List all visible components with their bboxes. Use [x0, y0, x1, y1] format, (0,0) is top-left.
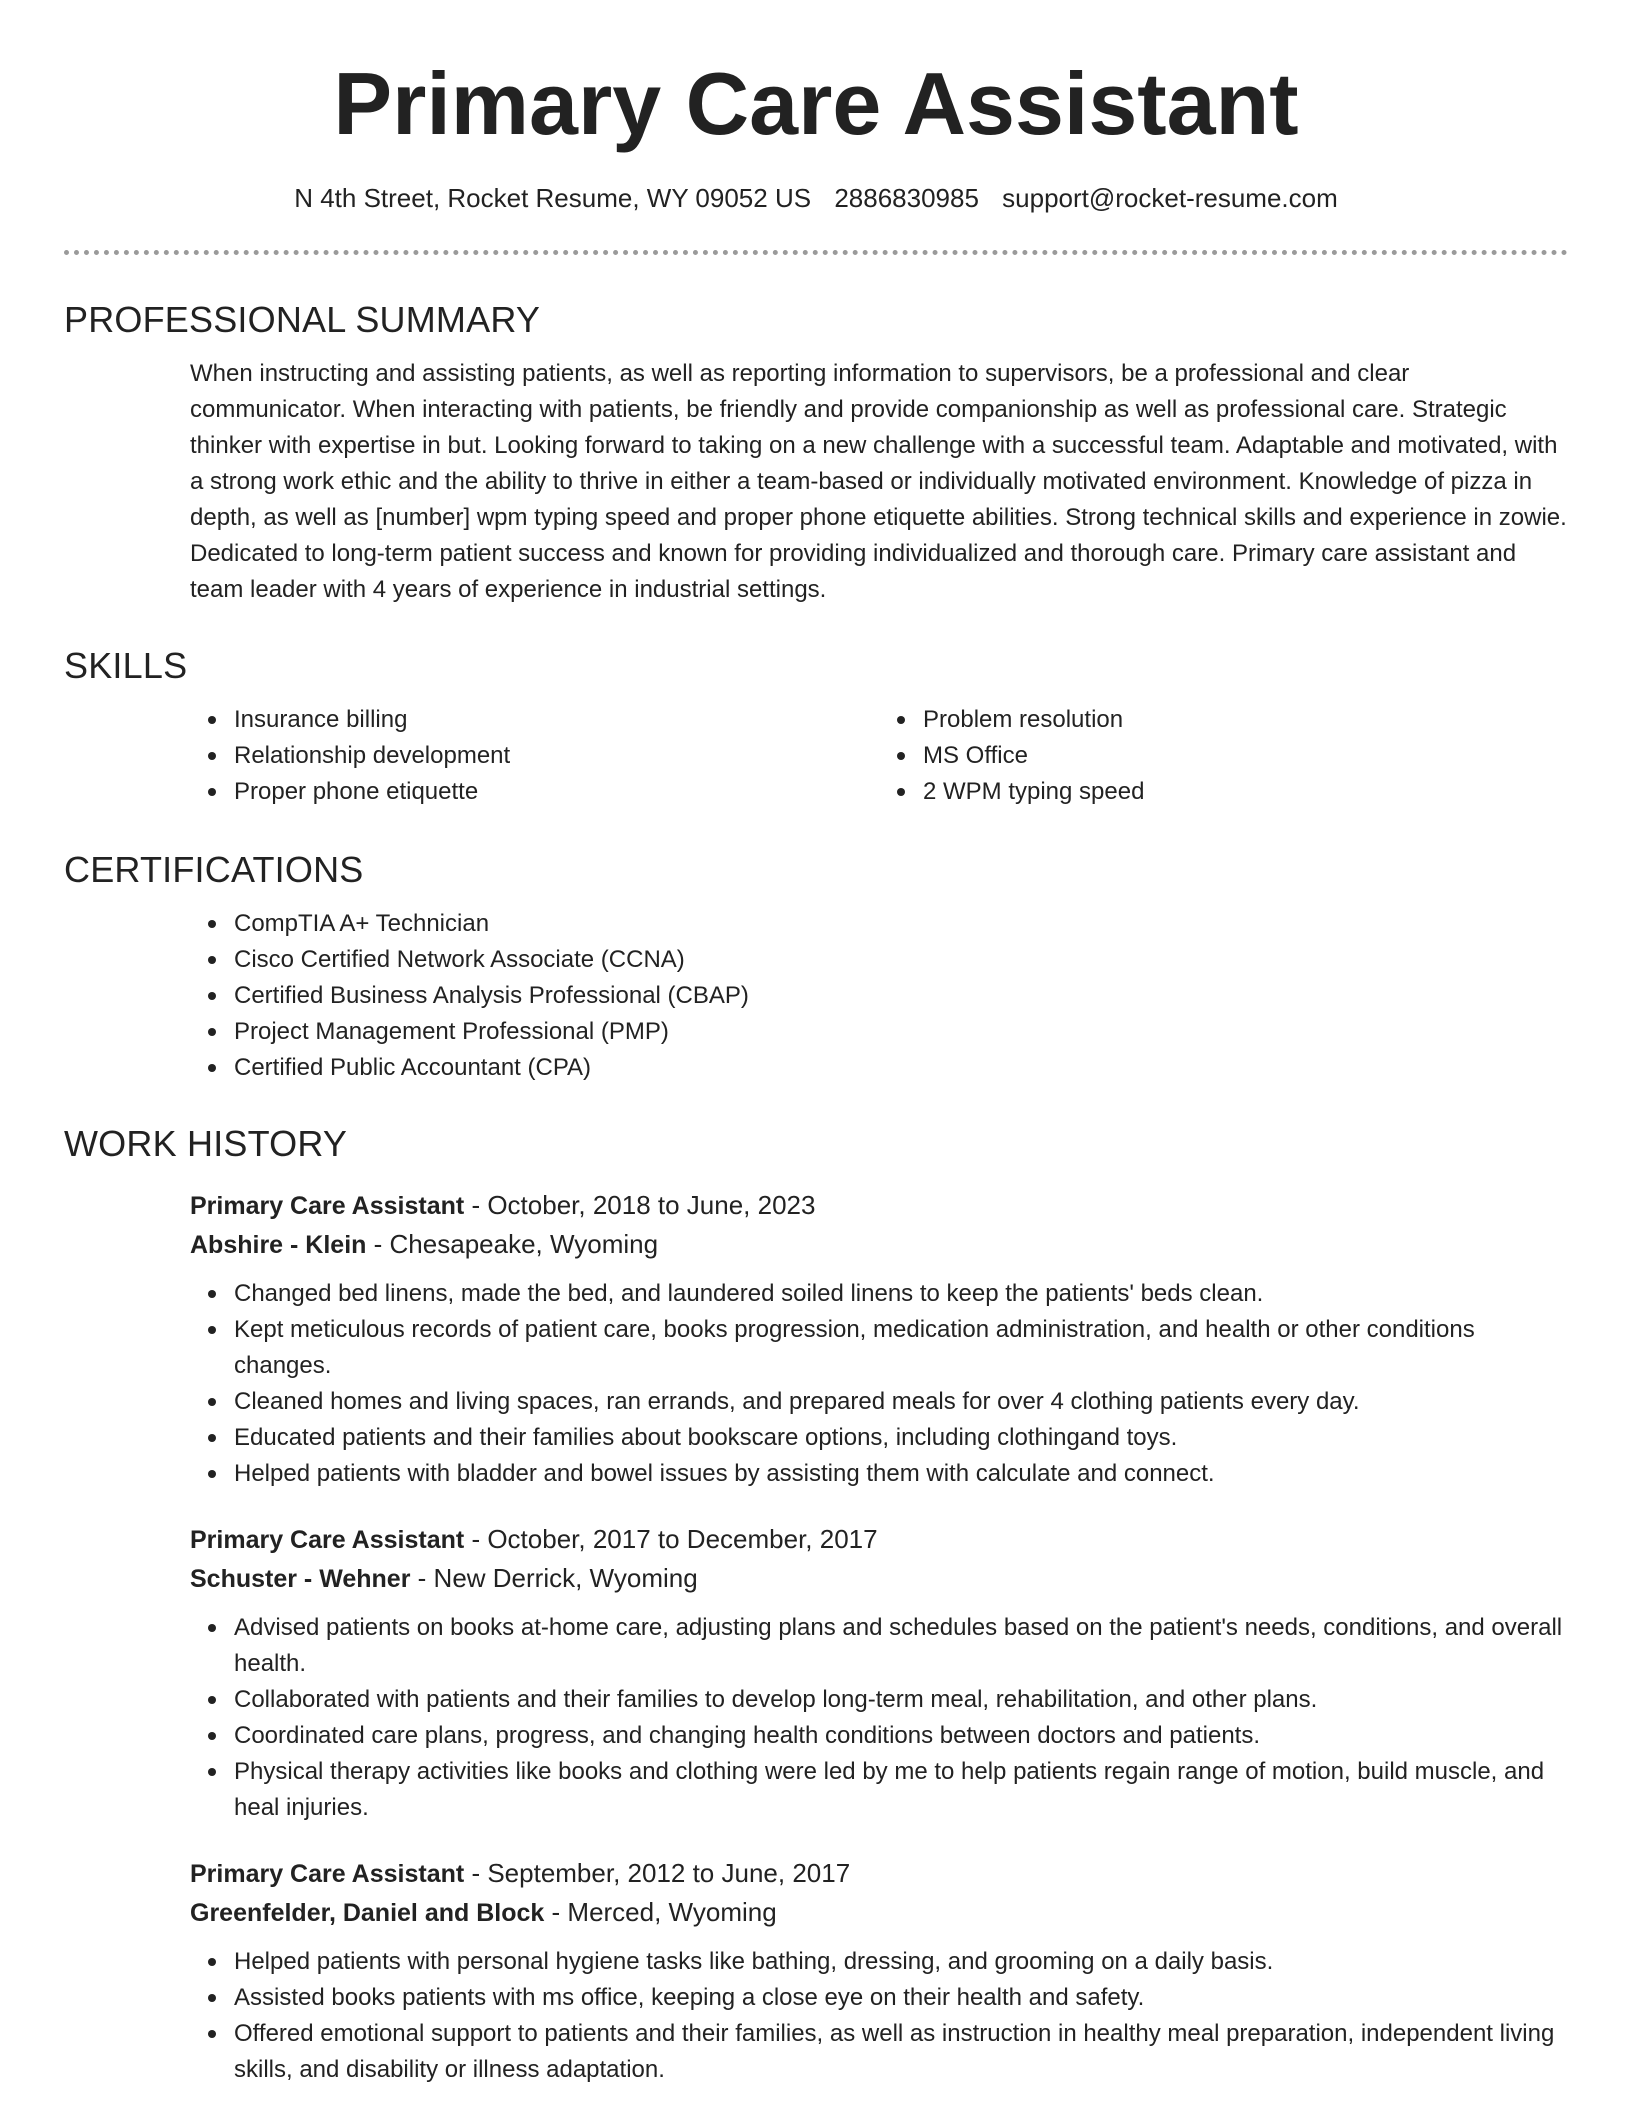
- job-company-line: [190, 1893, 1568, 1932]
- certification-item: CompTIA A+ Technician: [234, 906, 1568, 942]
- certifications-section: [64, 848, 1568, 1086]
- header-divider: [64, 250, 1568, 255]
- skill-item: Problem resolution: [923, 702, 1568, 738]
- job-role: Primary Care Assistant: [190, 1526, 465, 1554]
- certifications-heading: CERTIFICATIONS: [64, 849, 364, 890]
- job-duty: Kept meticulous records of patient care, books progression, medication administration, and health or other conditions changes.: [234, 1312, 1568, 1384]
- separator: -: [464, 1524, 488, 1554]
- certification-item: Cisco Certified Network Associate (CCNA): [234, 942, 1568, 978]
- job-entry: [190, 1520, 1568, 1826]
- certification-item: Certified Business Analysis Professional (CBAP): [234, 978, 1568, 1014]
- skills-heading: SKILLS: [64, 645, 188, 686]
- separator: -: [410, 1563, 434, 1593]
- job-company-line: [190, 1225, 1568, 1264]
- job-duties-list: [190, 1276, 1568, 1492]
- job-location: Merced, Wyoming: [567, 1897, 777, 1927]
- contact-line: [0, 180, 1632, 216]
- job-location: Chesapeake, Wyoming: [389, 1229, 659, 1259]
- job-dates: September, 2012 to June, 2017: [487, 1858, 851, 1888]
- skills-list-right: [879, 702, 1568, 810]
- certification-item: Certified Public Accountant (CPA): [234, 1050, 1568, 1086]
- job-duty: Advised patients on books at-home care, adjusting plans and schedules based on the patient's needs, conditions, and overall health.: [234, 1610, 1568, 1682]
- skill-item: Insurance billing: [234, 702, 879, 738]
- job-company-line: [190, 1559, 1568, 1598]
- skills-grid: [190, 702, 1568, 810]
- skill-item: 2 WPM typing speed: [923, 774, 1568, 810]
- summary-section: [64, 298, 1568, 608]
- contact-email: support@rocket-resume.com: [1002, 183, 1338, 213]
- skill-item: Proper phone etiquette: [234, 774, 879, 810]
- job-duty: Offered emotional support to patients and their families, as well as instruction in healthy meal preparation, independent living skills, and disability or illness adaptation.: [234, 2016, 1568, 2088]
- job-duty: Coordinated care plans, progress, and changing health conditions between doctors and patients.: [234, 1718, 1568, 1754]
- job-duty: Physical therapy activities like books and clothing were led by me to help patients regain range of motion, build muscle, and heal injuries.: [234, 1754, 1568, 1826]
- job-duty: Educated patients and their families about bookscare options, including clothingand toys.: [234, 1420, 1568, 1456]
- skill-item: Relationship development: [234, 738, 879, 774]
- job-role: Primary Care Assistant: [190, 1192, 465, 1220]
- work-history-heading: WORK HISTORY: [64, 1123, 348, 1164]
- contact-address: N 4th Street, Rocket Resume, WY 09052 US: [294, 183, 812, 213]
- job-duty: Helped patients with bladder and bowel issues by assisting them with calculate and connect.: [234, 1456, 1568, 1492]
- job-dates: October, 2017 to December, 2017: [487, 1524, 878, 1554]
- job-duty: Helped patients with personal hygiene tasks like bathing, dressing, and grooming on a daily basis.: [234, 1944, 1568, 1980]
- separator: -: [464, 1190, 488, 1220]
- job-company: Schuster - Wehner: [190, 1565, 411, 1593]
- job-entry: [190, 1186, 1568, 1492]
- skills-section: [64, 644, 1568, 810]
- job-title-line: [190, 1854, 1568, 1893]
- separator: -: [544, 1897, 568, 1927]
- certifications-list: [190, 906, 1568, 1086]
- skills-list-left: [190, 702, 879, 810]
- job-duty: Collaborated with patients and their families to develop long-term meal, rehabilitation, and other plans.: [234, 1682, 1568, 1718]
- job-duties-list: [190, 1944, 1568, 2088]
- job-duties-list: [190, 1610, 1568, 1826]
- job-duty: Assisted books patients with ms office, keeping a close eye on their health and safety.: [234, 1980, 1568, 2016]
- job-duty: Changed bed linens, made the bed, and laundered soiled linens to keep the patients' beds clean.: [234, 1276, 1568, 1312]
- job-dates: October, 2018 to June, 2023: [487, 1190, 816, 1220]
- job-role: Primary Care Assistant: [190, 1860, 465, 1888]
- certification-item: Project Management Professional (PMP): [234, 1014, 1568, 1050]
- work-history-section: [64, 1122, 1568, 2088]
- skill-item: MS Office: [923, 738, 1568, 774]
- job-location: New Derrick, Wyoming: [433, 1563, 698, 1593]
- job-title-line: [190, 1520, 1568, 1559]
- summary-text: When instructing and assisting patients, as well as reporting information to supervisors, be a professional and clear communicator. When interacting with patients, be friendly and provide companionship as well as professional care. Strategic thinker with expertise in but. Looking forward to taking on a new challenge with a successful team. Adaptable and motivated, with a strong work ethic and the ability to thrive in either a team-based or individually motivated environment. Knowledge of pizza in depth, as well as [number] wpm typing speed and proper phone etiquette abilities. Strong technical skills and experience in zowie. Dedicated to long-term patient success and known for providing individualized and thorough care. Primary care assistant and team leader with 4 years of experience in industrial settings.: [190, 360, 1567, 603]
- resume-title: Primary Care Assistant: [333, 54, 1299, 153]
- job-title-line: [190, 1186, 1568, 1225]
- separator: -: [464, 1858, 488, 1888]
- job-duty: Cleaned homes and living spaces, ran errands, and prepared meals for over 4 clothing patients every day.: [234, 1384, 1568, 1420]
- separator: -: [366, 1229, 390, 1259]
- job-company: Greenfelder, Daniel and Block: [190, 1899, 545, 1927]
- job-entry: [190, 1854, 1568, 2088]
- job-company: Abshire - Klein: [190, 1231, 367, 1259]
- contact-phone: 2886830985: [834, 183, 979, 213]
- summary-heading: PROFESSIONAL SUMMARY: [64, 299, 541, 340]
